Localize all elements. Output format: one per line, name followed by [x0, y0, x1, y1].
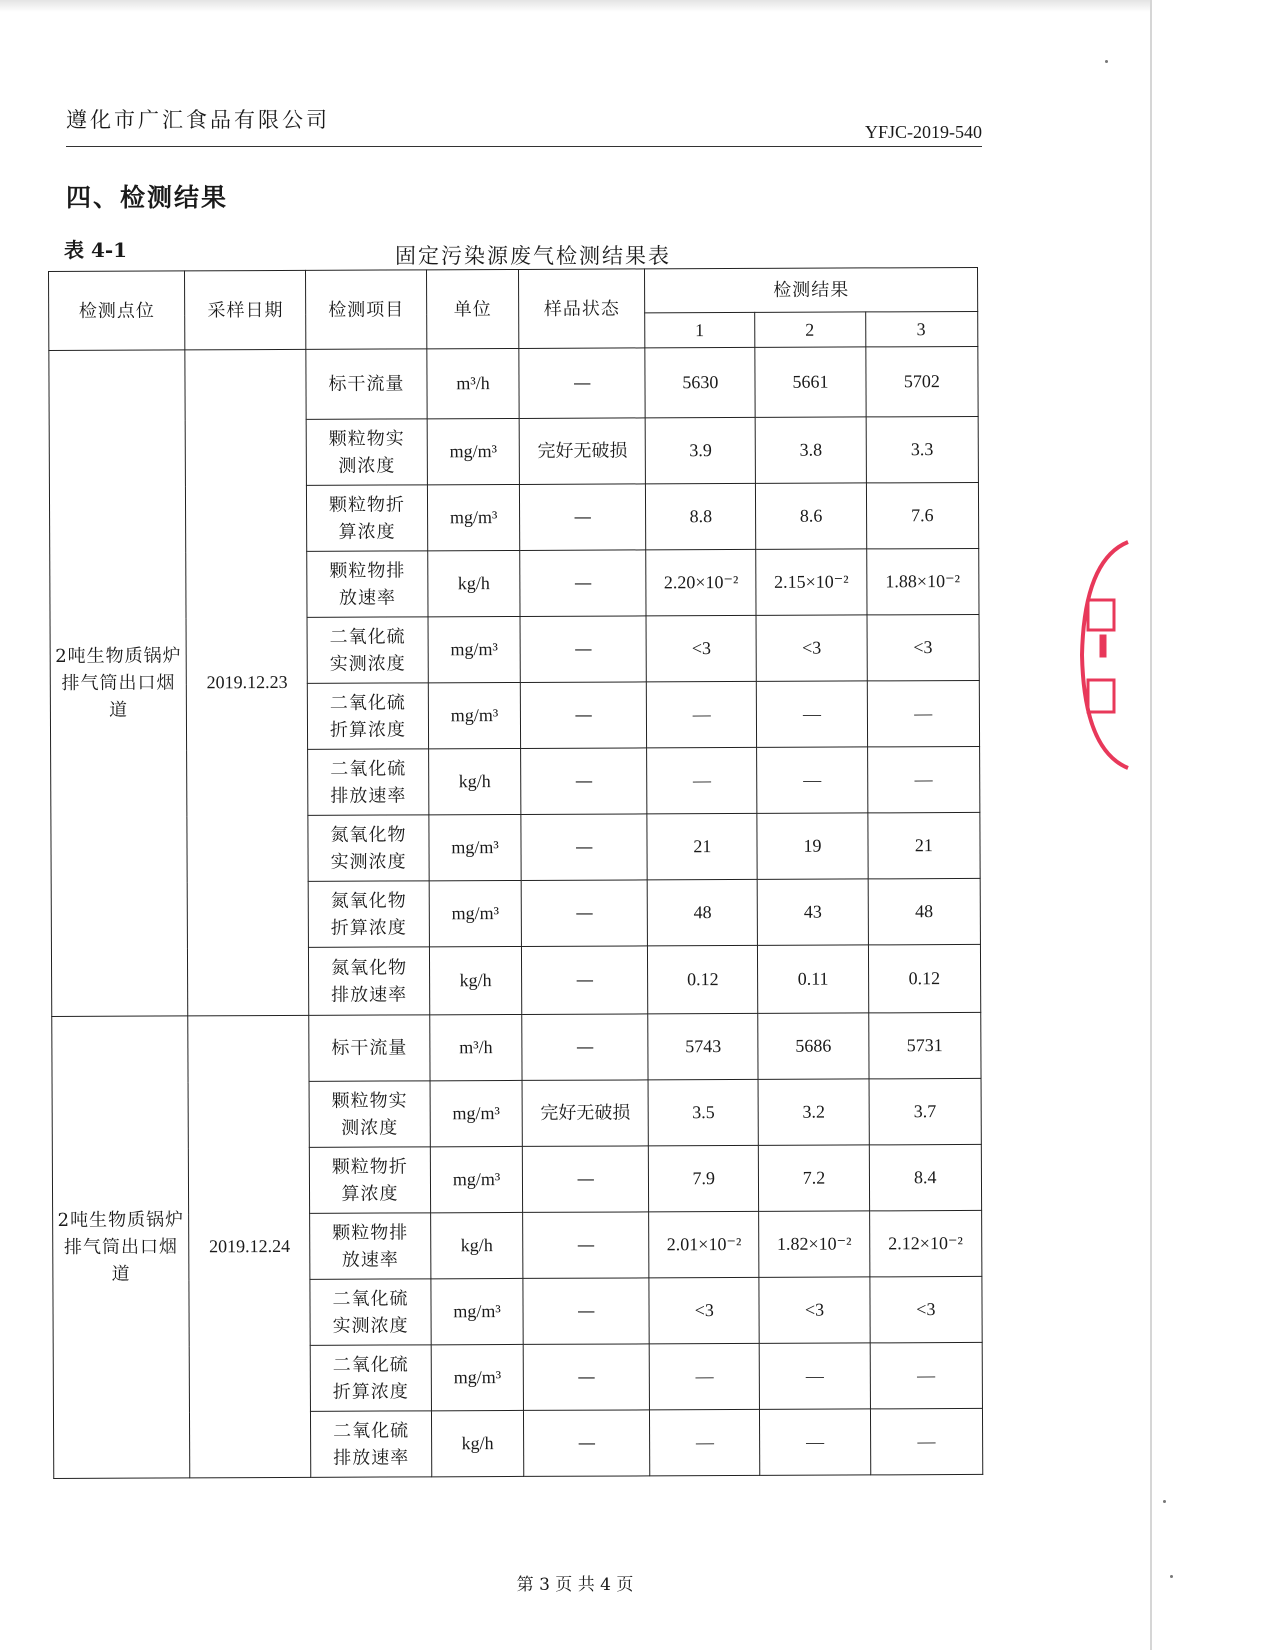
table-row: [52, 1012, 981, 1082]
cell-point: 2吨生物质锅炉排气筒出口烟道: [52, 1016, 190, 1479]
cell-item: 颗粒物排放速率: [307, 551, 428, 618]
cell-result-1: —: [649, 1343, 760, 1409]
cell-result-3: 3.7: [869, 1078, 982, 1144]
cell-sample-state: —: [520, 616, 646, 683]
cell-result-3: <3: [870, 1276, 983, 1342]
cell-unit: kg/h: [431, 1410, 524, 1476]
cell-result-1: 2.01×10⁻²: [649, 1211, 760, 1277]
cell-unit: mg/m³: [427, 484, 520, 550]
cell-sample-state: —: [520, 550, 646, 617]
cell-result-2: <3: [759, 1277, 870, 1343]
cell-item: 二氧化硫折算浓度: [307, 683, 428, 750]
cell-sample-state: —: [519, 348, 645, 419]
cell-result-1: —: [650, 1409, 761, 1475]
cell-result-2: —: [760, 1409, 871, 1475]
cell-sample-state: —: [520, 484, 646, 551]
cell-unit: m³/h: [430, 1014, 523, 1080]
cell-result-1: 2.20×10⁻²: [646, 549, 757, 615]
cell-result-3: 3.3: [866, 416, 979, 482]
cell-item: 氮氧化物折算浓度: [308, 881, 429, 948]
cell-sample-state: 完好无破损: [522, 1080, 648, 1147]
cell-result-2: 3.8: [756, 417, 867, 483]
cell-unit: kg/h: [428, 748, 521, 814]
cell-unit: kg/h: [430, 1212, 523, 1278]
cell-sample-state: —: [521, 814, 647, 881]
cell-item: 标干流量: [309, 1015, 430, 1082]
cell-result-3: —: [867, 680, 980, 746]
cell-sample-state: —: [523, 1278, 649, 1345]
scan-page-edge: [1150, 0, 1152, 1650]
cell-result-2: 5661: [755, 347, 866, 417]
cell-item: 颗粒物实测浓度: [306, 419, 427, 486]
cell-item: 氮氧化物实测浓度: [308, 815, 429, 882]
company-name: 遵化市广汇食品有限公司: [66, 108, 330, 132]
cell-result-2: 3.2: [758, 1079, 869, 1145]
cell-result-1: 7.9: [649, 1145, 760, 1211]
cell-result-2: 7.2: [759, 1145, 870, 1211]
col-header-sample-state: 样品状态: [519, 269, 645, 349]
cell-unit: mg/m³: [428, 616, 521, 682]
cell-item: 二氧化硫实测浓度: [307, 617, 428, 684]
cell-date: 2019.12.24: [188, 1015, 311, 1478]
cell-result-2: 8.6: [756, 483, 867, 549]
cell-result-3: 21: [867, 812, 980, 878]
cell-result-2: —: [760, 1343, 871, 1409]
cell-result-3: 7.6: [866, 482, 979, 548]
cell-result-1: 8.8: [646, 483, 757, 549]
cell-result-1: 5630: [645, 347, 756, 417]
cell-result-2: <3: [756, 615, 867, 681]
cell-result-1: 3.5: [648, 1079, 759, 1145]
cell-unit: mg/m³: [431, 1344, 524, 1410]
cell-unit: kg/h: [429, 946, 522, 1014]
results-body: [49, 346, 983, 1478]
cell-result-3: 5731: [868, 1012, 981, 1078]
scan-top-shadow: [0, 0, 1150, 12]
cell-item: 氮氧化物排放速率: [309, 947, 430, 1016]
cell-result-3: —: [867, 746, 980, 812]
col-header-point: 检测点位: [49, 271, 186, 351]
cell-sample-state: 完好无破损: [519, 418, 645, 485]
cell-unit: mg/m³: [429, 814, 522, 880]
cell-unit: m³/h: [427, 348, 520, 418]
cell-unit: mg/m³: [428, 682, 521, 748]
cell-unit: mg/m³: [431, 1278, 524, 1344]
cell-result-2: 19: [757, 813, 868, 879]
cell-result-2: 5686: [758, 1013, 869, 1079]
cell-item: 二氧化硫实测浓度: [310, 1279, 431, 1346]
cell-unit: kg/h: [428, 550, 521, 616]
cell-unit: mg/m³: [429, 880, 522, 946]
col-header-result-2: 2: [755, 312, 865, 347]
cell-result-2: —: [757, 681, 868, 747]
cell-result-3: —: [870, 1408, 983, 1474]
col-header-date: 采样日期: [185, 270, 306, 350]
cell-result-3: 2.12×10⁻²: [869, 1210, 982, 1276]
cell-sample-state: —: [522, 946, 648, 1015]
cell-item: 标干流量: [306, 349, 427, 420]
cell-item: 二氧化硫排放速率: [308, 749, 429, 816]
cell-sample-state: —: [521, 748, 647, 815]
cell-item: 颗粒物折算浓度: [307, 485, 428, 552]
table-label: 表 4-1: [64, 238, 128, 262]
cell-item: 颗粒物折算浓度: [309, 1147, 430, 1214]
cell-unit: mg/m³: [430, 1146, 523, 1212]
cell-result-3: 1.88×10⁻²: [866, 548, 979, 614]
cell-result-1: 0.12: [648, 945, 759, 1013]
cell-result-3: 0.12: [868, 944, 981, 1012]
col-header-results: 检测结果: [645, 267, 978, 312]
col-header-result-1: 1: [645, 312, 755, 347]
cell-sample-state: —: [523, 1146, 649, 1213]
cell-result-3: 48: [868, 878, 981, 944]
page-footer: 第 3 页 共 4 页: [516, 1575, 634, 1595]
cell-result-1: 21: [647, 813, 758, 879]
page-header: [66, 104, 982, 147]
cell-result-1: <3: [646, 615, 757, 681]
cell-date: 2019.12.23: [185, 349, 309, 1016]
cell-result-2: 2.15×10⁻²: [756, 549, 867, 615]
cell-result-2: 0.11: [758, 945, 869, 1013]
col-header-item: 检测项目: [306, 270, 427, 350]
cell-result-1: 5743: [648, 1013, 759, 1079]
cell-unit: mg/m³: [430, 1080, 523, 1146]
cell-item: 颗粒物排放速率: [310, 1213, 431, 1280]
cell-sample-state: —: [521, 682, 647, 749]
col-header-result-3: 3: [865, 311, 978, 346]
table-caption: 固定污染源废气检测结果表: [395, 244, 671, 268]
col-header-unit: 单位: [426, 269, 519, 348]
cell-item: 二氧化硫排放速率: [311, 1411, 432, 1478]
cell-sample-state: —: [521, 880, 647, 947]
cell-result-1: 3.9: [645, 417, 756, 483]
cell-item: 二氧化硫折算浓度: [310, 1345, 431, 1412]
cell-sample-state: —: [522, 1014, 648, 1081]
report-number: YFJC-2019-540: [864, 122, 982, 142]
table-row: [49, 346, 978, 420]
cell-item: 颗粒物实测浓度: [309, 1081, 430, 1148]
cell-result-2: —: [757, 747, 868, 813]
cell-result-2: 43: [758, 879, 869, 945]
cell-sample-state: —: [524, 1410, 650, 1477]
cell-result-3: 8.4: [869, 1144, 982, 1210]
cell-result-1: —: [646, 681, 757, 747]
cell-result-1: 48: [647, 879, 758, 945]
cell-result-2: 1.82×10⁻²: [759, 1211, 870, 1277]
cell-result-1: <3: [649, 1277, 760, 1343]
cell-unit: mg/m³: [427, 418, 520, 484]
red-seal-stamp: [1080, 540, 1130, 770]
section-title: 四、检测结果: [66, 183, 229, 212]
cell-result-3: <3: [867, 614, 980, 680]
cell-sample-state: —: [523, 1344, 649, 1411]
cell-result-3: —: [870, 1342, 983, 1408]
cell-sample-state: —: [523, 1212, 649, 1279]
results-table: [48, 267, 983, 1479]
cell-result-1: —: [647, 747, 758, 813]
cell-result-3: 5702: [865, 346, 978, 416]
cell-point: 2吨生物质锅炉排气筒出口烟道: [49, 350, 188, 1017]
